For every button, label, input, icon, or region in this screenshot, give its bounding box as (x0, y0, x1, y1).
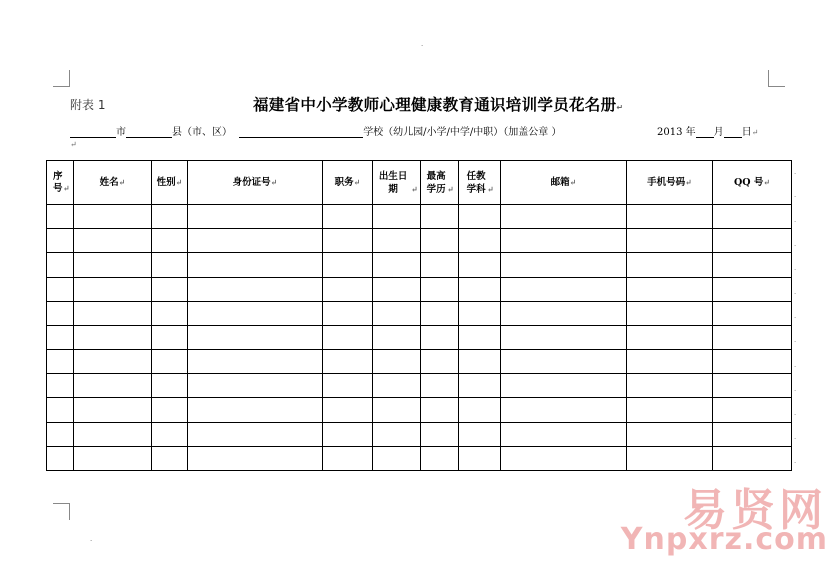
appendix-label: 附表 1 (70, 98, 106, 112)
table-cell[interactable] (627, 253, 713, 277)
month-blank[interactable] (696, 127, 714, 138)
table-cell[interactable] (627, 374, 713, 398)
paragraph-mark: ↵ (685, 177, 692, 187)
header-mobile-text: 手机号码 (647, 177, 686, 188)
table-cell[interactable] (713, 229, 792, 253)
table-cell[interactable] (459, 374, 501, 398)
watermark-url: Ynpxrz.com (620, 522, 828, 557)
table-cell[interactable] (47, 301, 74, 325)
paragraph-mark: ↵ (447, 183, 454, 194)
table-cell[interactable] (459, 205, 501, 229)
document-title (253, 93, 623, 115)
table-cell[interactable] (323, 422, 373, 446)
header-email-text: 邮箱 (550, 177, 570, 188)
table-cell[interactable] (501, 325, 627, 349)
table-cell[interactable] (713, 398, 792, 422)
paragraph-mark: ↵ (118, 177, 126, 187)
table-cell[interactable] (373, 301, 421, 325)
school-suffix: 学校（幼儿园/小学/中学/中职）（加盖公章 ） (363, 127, 562, 138)
table-cell[interactable] (188, 446, 323, 470)
table-cell[interactable] (188, 325, 323, 349)
table-cell[interactable] (188, 422, 323, 446)
header-gender (152, 161, 188, 205)
table-cell[interactable] (373, 350, 421, 374)
table-cell[interactable] (421, 374, 459, 398)
table-cell[interactable] (459, 446, 501, 470)
table-cell[interactable] (713, 277, 792, 301)
table-cell[interactable] (188, 253, 323, 277)
table-cell[interactable] (459, 350, 501, 374)
school-blank[interactable] (239, 127, 363, 138)
table-cell[interactable] (501, 205, 627, 229)
crop-mark-top-right (768, 70, 785, 87)
table-cell[interactable] (421, 398, 459, 422)
table-cell[interactable] (188, 277, 323, 301)
year-text: 2013 年 (657, 127, 696, 138)
row-end-mark: · (794, 435, 797, 444)
paragraph-mark: ↵ (63, 182, 70, 193)
table-cell[interactable] (74, 229, 152, 253)
table-cell[interactable] (627, 446, 713, 470)
table-cell[interactable] (152, 374, 188, 398)
table-cell[interactable] (373, 253, 421, 277)
table-cell[interactable] (713, 374, 792, 398)
table-cell[interactable] (152, 325, 188, 349)
header-id-number-text: 身份证号 (232, 177, 271, 188)
city-suffix: 市 (116, 127, 126, 138)
row-end-mark: · (794, 241, 797, 250)
table-cell[interactable] (373, 398, 421, 422)
table-cell[interactable] (152, 446, 188, 470)
table-cell[interactable] (421, 350, 459, 374)
table-cell[interactable] (421, 229, 459, 253)
table-cell[interactable] (323, 277, 373, 301)
day-text: 日 (741, 127, 752, 138)
watermark-logo: 易贤网 (683, 485, 827, 536)
table-cell[interactable] (373, 374, 421, 398)
paragraph-mark: ↵ (569, 177, 577, 187)
row-end-mark: · (794, 217, 797, 226)
header-position-text: 职务 (334, 177, 354, 188)
table-cell[interactable] (152, 350, 188, 374)
table-cell[interactable] (501, 277, 627, 301)
table-cell[interactable] (74, 205, 152, 229)
table-cell[interactable] (501, 374, 627, 398)
table-cell[interactable] (713, 301, 792, 325)
header-subject-text: 任教学科 (466, 170, 486, 195)
table-cell[interactable] (627, 422, 713, 446)
page-marker: · (421, 42, 424, 50)
table-cell[interactable] (74, 422, 152, 446)
table-cell[interactable] (713, 205, 792, 229)
table-cell[interactable] (713, 325, 792, 349)
header-name-text: 姓名 (99, 177, 119, 188)
row-end-mark: · (794, 265, 797, 274)
date-line (657, 123, 758, 138)
table-row (47, 398, 792, 422)
table-row (47, 350, 792, 374)
header-id-number (188, 161, 323, 205)
table-cell[interactable] (459, 325, 501, 349)
header-birth-date (373, 161, 421, 205)
row-end-mark: · (794, 290, 797, 299)
table-cell[interactable] (188, 398, 323, 422)
table-cell[interactable] (74, 350, 152, 374)
row-end-mark: · (794, 459, 797, 468)
table-row (47, 446, 792, 470)
row-end-mark: · (794, 314, 797, 323)
table-cell[interactable] (188, 374, 323, 398)
table-cell[interactable] (501, 350, 627, 374)
row-end-mark: · (794, 338, 797, 347)
table-cell[interactable] (501, 446, 627, 470)
table-cell[interactable] (323, 446, 373, 470)
table-cell[interactable] (627, 229, 713, 253)
table-cell[interactable] (421, 446, 459, 470)
header-gender-text: 性别 (156, 177, 176, 188)
table-cell[interactable] (627, 398, 713, 422)
table-cell[interactable] (47, 277, 74, 301)
paragraph-mark: ↵ (411, 183, 418, 194)
row-end-mark: · (794, 170, 797, 178)
table-cell[interactable] (188, 229, 323, 253)
header-qq-text: QQ 号 (733, 177, 764, 188)
header-birth-date-text: 出生日期 (378, 170, 408, 195)
header-email (501, 161, 627, 205)
table-cell[interactable] (47, 350, 74, 374)
table-row (47, 205, 792, 229)
table-cell[interactable] (713, 253, 792, 277)
table-cell[interactable] (459, 301, 501, 325)
row-end-mark: · (794, 410, 797, 419)
table-cell[interactable] (373, 422, 421, 446)
table-cell[interactable] (47, 374, 74, 398)
table-cell[interactable] (74, 398, 152, 422)
table-cell[interactable] (501, 253, 627, 277)
table-cell[interactable] (188, 350, 323, 374)
paragraph-mark: ↵ (616, 103, 624, 112)
table-cell[interactable] (713, 446, 792, 470)
table-cell[interactable] (74, 277, 152, 301)
table-cell[interactable] (373, 325, 421, 349)
table-cell[interactable] (501, 422, 627, 446)
table-cell[interactable] (421, 301, 459, 325)
table-cell[interactable] (627, 325, 713, 349)
table-cell[interactable] (323, 205, 373, 229)
form-line (70, 123, 561, 138)
header-position (323, 161, 373, 205)
table-cell[interactable] (501, 301, 627, 325)
table-cell[interactable] (47, 446, 74, 470)
table-cell[interactable] (421, 422, 459, 446)
paragraph-mark: ↵ (175, 177, 183, 187)
table-cell[interactable] (323, 229, 373, 253)
table-cell[interactable] (713, 422, 792, 446)
table-cell[interactable] (373, 229, 421, 253)
paragraph-mark: ↵ (487, 183, 494, 194)
table-cell[interactable] (627, 301, 713, 325)
paragraph-mark: ↵ (751, 128, 759, 137)
table-cell[interactable] (188, 301, 323, 325)
header-subject (459, 161, 501, 205)
paragraph-mark: ↵ (763, 177, 771, 187)
table-cell[interactable] (152, 205, 188, 229)
table-cell[interactable] (152, 398, 188, 422)
table-row (47, 325, 792, 349)
table-cell[interactable] (373, 446, 421, 470)
table-row (47, 277, 792, 301)
header-qq (713, 161, 792, 205)
table-cell[interactable] (373, 205, 421, 229)
table-cell[interactable] (47, 205, 74, 229)
table-cell[interactable] (459, 422, 501, 446)
city-blank[interactable] (70, 127, 116, 138)
table-row (47, 253, 792, 277)
table-row (47, 422, 792, 446)
table-cell[interactable] (627, 277, 713, 301)
table-cell[interactable] (627, 350, 713, 374)
table-cell[interactable] (74, 325, 152, 349)
header-name (74, 161, 152, 205)
table-cell[interactable] (188, 205, 323, 229)
table-row (47, 229, 792, 253)
table-cell[interactable] (47, 229, 74, 253)
paragraph-mark: ↵ (70, 140, 77, 149)
county-blank[interactable] (126, 127, 172, 138)
table-cell[interactable] (74, 446, 152, 470)
table-cell[interactable] (152, 229, 188, 253)
table-cell[interactable] (323, 301, 373, 325)
day-blank[interactable] (724, 127, 742, 138)
table-cell[interactable] (421, 325, 459, 349)
header-seq-text: 序号 (53, 170, 63, 194)
table-cell[interactable] (47, 398, 74, 422)
roster-table (46, 160, 792, 471)
table-cell[interactable] (713, 350, 792, 374)
table-cell[interactable] (323, 253, 373, 277)
table-cell[interactable] (459, 277, 501, 301)
header-row (47, 161, 792, 205)
roster-body (47, 205, 792, 471)
table-cell[interactable] (421, 205, 459, 229)
table-cell[interactable] (74, 374, 152, 398)
table-cell[interactable] (459, 253, 501, 277)
table-cell[interactable] (323, 325, 373, 349)
paragraph-mark: ↵ (270, 177, 278, 187)
table-cell[interactable] (323, 398, 373, 422)
table-cell[interactable] (74, 253, 152, 277)
paragraph-mark: ↵ (353, 177, 361, 187)
table-cell[interactable] (421, 253, 459, 277)
table-row (47, 374, 792, 398)
table-cell[interactable] (74, 301, 152, 325)
table-cell[interactable] (47, 253, 74, 277)
header-education (421, 161, 459, 205)
table-cell[interactable] (421, 277, 459, 301)
county-suffix: 县（市、区） (172, 127, 232, 138)
table-row (47, 301, 792, 325)
title-text: 福建省中小学教师心理健康教育通识培训学员花名册 (253, 96, 617, 114)
table-cell[interactable] (501, 229, 627, 253)
table-cell[interactable] (459, 398, 501, 422)
month-text: 月 (713, 127, 724, 138)
row-end-mark: · (794, 386, 797, 395)
table-cell[interactable] (627, 205, 713, 229)
row-end-mark: · (794, 362, 797, 371)
crop-mark-bottom-left (53, 503, 70, 520)
table-cell[interactable] (323, 350, 373, 374)
table-cell[interactable] (152, 277, 188, 301)
table-cell[interactable] (373, 277, 421, 301)
table-cell[interactable] (152, 253, 188, 277)
table-cell[interactable] (47, 422, 74, 446)
table-cell[interactable] (323, 374, 373, 398)
crop-mark-top-left (53, 70, 70, 87)
table-cell[interactable] (152, 301, 188, 325)
header-education-text: 最高学历 (426, 170, 446, 195)
header-seq (47, 161, 74, 205)
table-cell[interactable] (459, 229, 501, 253)
header-mobile (627, 161, 713, 205)
table-cell[interactable] (501, 398, 627, 422)
row-end-mark: · (794, 193, 797, 201)
table-cell[interactable] (47, 325, 74, 349)
page-marker: · (90, 537, 93, 545)
table-cell[interactable] (152, 422, 188, 446)
